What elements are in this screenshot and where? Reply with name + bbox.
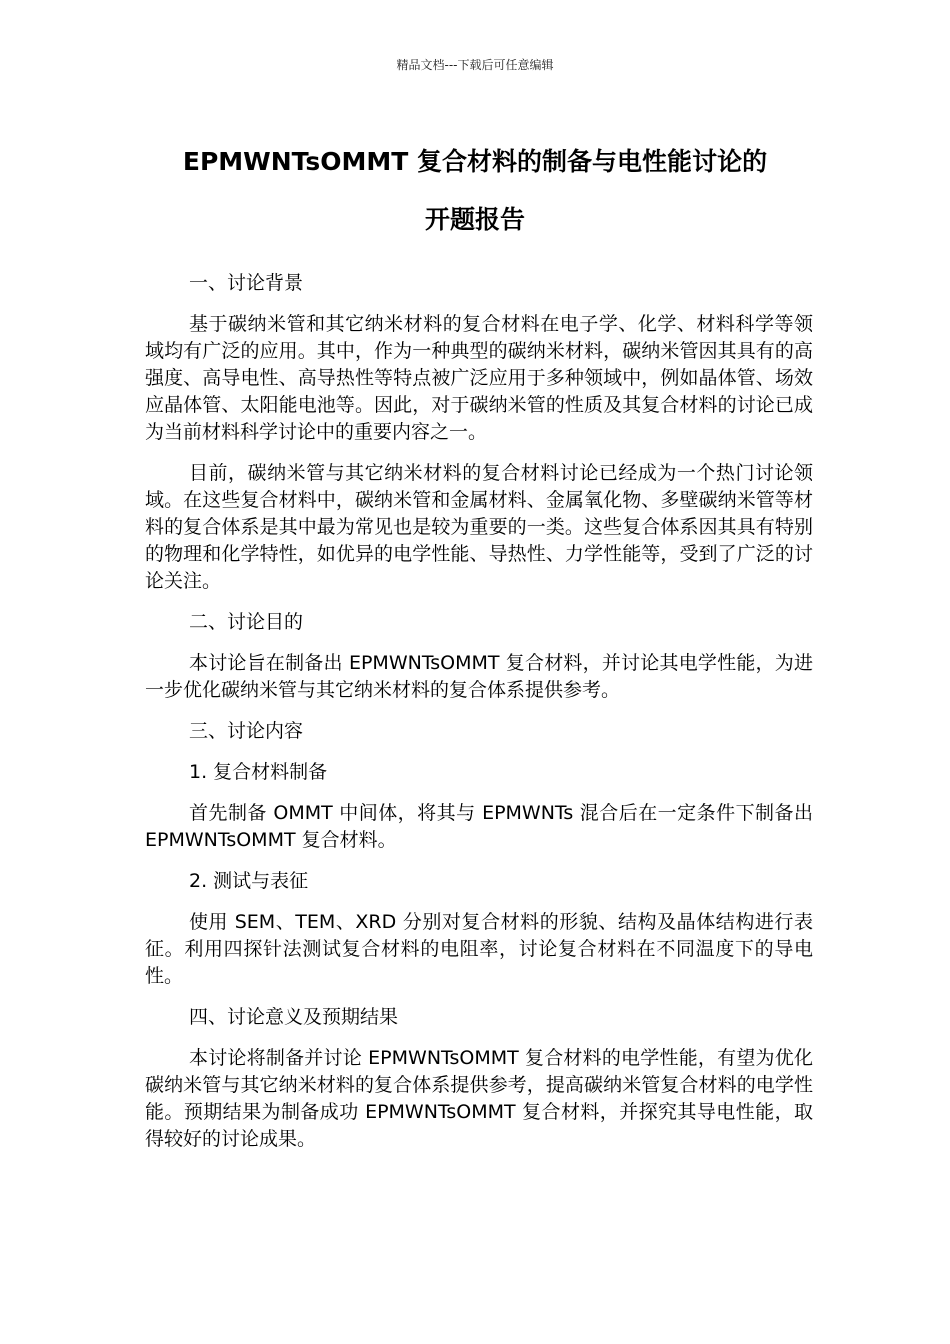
- section-heading-significance: 四、讨论意义及预期结果: [189, 1006, 399, 1028]
- section-heading-content: 三、讨论内容: [189, 720, 304, 742]
- paragraph-purpose: 本讨论旨在制备出 EPMWNTsOMMT 复合材料，并讨论其电学性能，为进一步优化碳纳米管与其它纳米材料的复合体系提供参考。: [145, 652, 813, 701]
- paragraph-background-1: 基于碳纳米管和其它纳米材料的复合材料在电子学、化学、材料科学等领域均有广泛的应用。其中，作为一种典型的碳纳米材料，碳纳米管因其具有的高强度、高导电性、高导热性等特点被广泛应用于多种领域中，例如晶体管、场效应晶体管、太阳能电池等。因此，对于碳纳米管的性质及其复合材料的讨论已成为当前材料科学讨论中的重要内容之一。: [145, 313, 813, 443]
- document-title-line-1: EPMWNTsOMMT 复合材料的制备与电性能讨论的: [182, 147, 768, 176]
- section-heading-purpose: 二、讨论目的: [189, 611, 304, 633]
- document-body: [145, 270, 813, 1167]
- paragraph-background-2: 目前，碳纳米管与其它纳米材料的复合材料讨论已经成为一个热门讨论领域。在这些复合材料中，碳纳米管和金属材料、金属氧化物、多壁碳纳米管等材料的复合体系是其中最为常见也是较为重要的一类。这些复合体系因其具有特别的物理和化学特性，如优异的电学性能、导热性、力学性能等，受到了广泛的讨论关注。: [145, 462, 813, 592]
- section-heading-background: 一、讨论背景: [189, 272, 304, 294]
- document-title-line-2: 开题报告: [424, 205, 525, 234]
- paragraph-significance: 本讨论将制备并讨论 EPMWNTsOMMT 复合材料的电学性能，有望为优化碳纳米管与其它纳米材料的复合体系提供参考，提高碳纳米管复合材料的电学性能。预期结果为制备成功 EPMWNTsOMMT 复合材料，并探究其导电性能，取得较好的讨论成果。: [145, 1047, 813, 1150]
- subheading-preparation: 1. 复合材料制备: [189, 761, 328, 783]
- paragraph-testing: 使用 SEM、TEM、XRD 分别对复合材料的形貌、结构及晶体结构进行表征。利用四探针法测试复合材料的电阻率，讨论复合材料在不同温度下的导电性。: [145, 911, 813, 987]
- subheading-testing: 2. 测试与表征: [189, 870, 309, 892]
- paragraph-preparation: 首先制备 OMMT 中间体，将其与 EPMWNTs 混合后在一定条件下制备出 EPMWNTsOMMT 复合材料。: [145, 802, 813, 851]
- page-header-note: 精品文档---下载后可任意编辑: [396, 58, 554, 72]
- document-title: [100, 133, 850, 249]
